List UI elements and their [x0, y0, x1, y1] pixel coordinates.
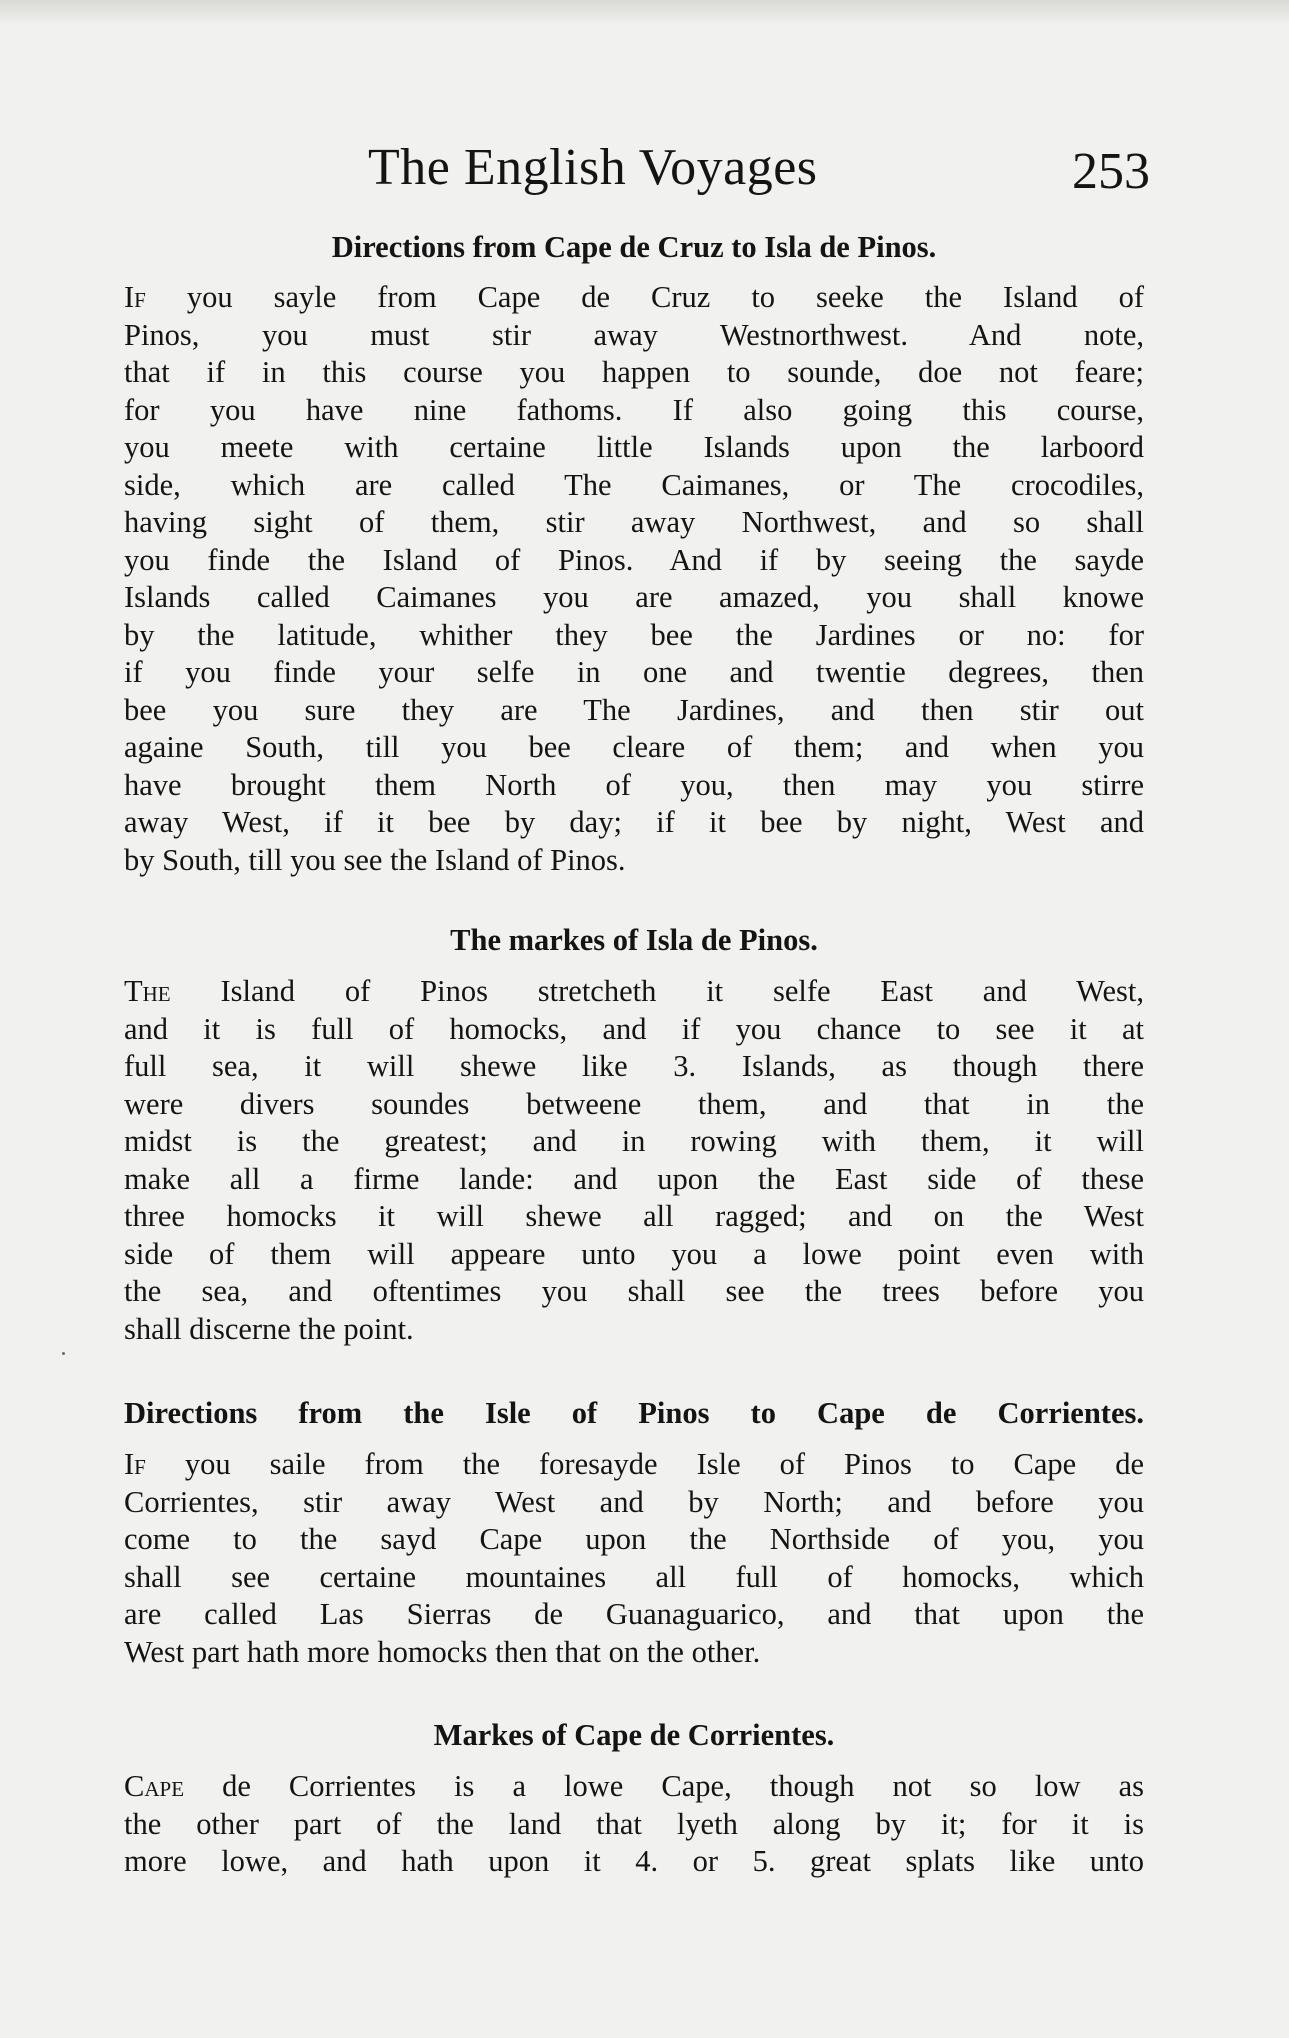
text-line: Pinos, you must stir away Westnorthwest. And note, — [124, 317, 1144, 352]
text-line: are called Las Sierras de Guanaguarico, and that upon the — [124, 1597, 1144, 1631]
dropcap-word: If — [124, 1447, 146, 1481]
text-line: by South, till you see the Island of Pinos. — [124, 842, 626, 877]
text-line: come to the sayd Cape upon the Northside of you, you — [124, 1522, 1144, 1556]
text-line: bee you sure they are The Jardines, and then stir out — [124, 692, 1144, 727]
text-line: the other part of the land that lyeth along by it; for it is — [124, 1806, 1144, 1841]
text-line: full sea, it will shewe like 3. Islands, as though there — [124, 1049, 1144, 1083]
text-line: Islands called Caimanes you are amazed, you shall knowe — [124, 580, 1144, 614]
text-block — [124, 228, 1144, 1881]
text-line: have brought them North of you, then may you stirre — [124, 767, 1144, 802]
text-line: you meete with certaine little Islands upon the larboord — [124, 430, 1144, 464]
paragraph — [124, 1446, 1144, 1671]
section-heading: The markes of Isla de Pinos. — [450, 923, 818, 957]
running-title: The English Voyages — [368, 139, 818, 196]
text-line: shall see certaine mountaines all full of homocks, which — [124, 1559, 1144, 1594]
text-line: you finde the Island of Pinos. And if by seeing the sayde — [124, 542, 1144, 577]
page-edge-shadow — [0, 0, 1289, 26]
text-line: if you finde your selfe in one and twentie degrees, then — [124, 655, 1144, 689]
text-line: If you saile from the foresayde Isle of Pinos to Cape de — [124, 1447, 1144, 1481]
text-line: againe South, till you bee cleare of them; and when you — [124, 730, 1144, 764]
text-line: for you have nine fathoms. If also going this course, — [124, 392, 1144, 427]
text-line: more lowe, and hath upon it 4. or 5. great splats like unto — [124, 1844, 1144, 1878]
text-line: three homocks it will shewe all ragged; and on the West — [124, 1199, 1144, 1233]
dropcap-word: Cape — [124, 1769, 185, 1803]
text-line: West part hath more homocks then that on the other. — [124, 1634, 761, 1669]
paper-speck — [62, 1352, 65, 1355]
page-number: 253 — [1072, 143, 1150, 200]
text-line: and it is full of homocks, and if you chance to see it at — [124, 1011, 1144, 1046]
text-line: side of them will appeare unto you a lowe point even with — [124, 1236, 1144, 1271]
running-head — [120, 138, 1150, 208]
text-line: side, which are called The Caimanes, or The crocodiles, — [124, 467, 1144, 502]
text-line: away West, if it bee by day; if it bee by night, West and — [124, 805, 1144, 839]
paragraph — [124, 279, 1144, 879]
text-line: the sea, and oftentimes you shall see the trees before you — [124, 1274, 1144, 1308]
section-heading: Directions from the Isle of Pinos to Cape de Corrientes. — [124, 1396, 1144, 1430]
text-line: that if in this course you happen to sounde, doe not feare; — [124, 355, 1144, 389]
text-line: make all a firme lande: and upon the East side of these — [124, 1161, 1144, 1196]
section-heading: Directions from Cape de Cruz to Isla de Pinos. — [331, 230, 937, 264]
paragraph — [124, 1768, 1144, 1881]
dropcap-word: If — [124, 280, 146, 314]
text-line: having sight of them, stir away Northwest, and so shall — [124, 505, 1144, 539]
text-line: by the latitude, whither they bee the Jardines or no: for — [124, 617, 1144, 652]
text-line: Corrientes, stir away West and by North; and before you — [124, 1484, 1144, 1519]
section-heading: Markes of Cape de Corrientes. — [433, 1718, 835, 1752]
text-line: were divers soundes betweene them, and that in the — [124, 1086, 1144, 1121]
text-line: If you sayle from Cape de Cruz to seeke the Island of — [124, 280, 1144, 314]
text-line: Cape de Corrientes is a lowe Cape, though not so low as — [124, 1769, 1144, 1803]
paragraph — [124, 973, 1144, 1348]
text-line: The Island of Pinos stretcheth it selfe East and West, — [124, 974, 1144, 1008]
text-line: shall discerne the point. — [124, 1311, 414, 1346]
dropcap-word: The — [124, 974, 171, 1008]
text-line: midst is the greatest; and in rowing with them, it will — [124, 1124, 1144, 1158]
